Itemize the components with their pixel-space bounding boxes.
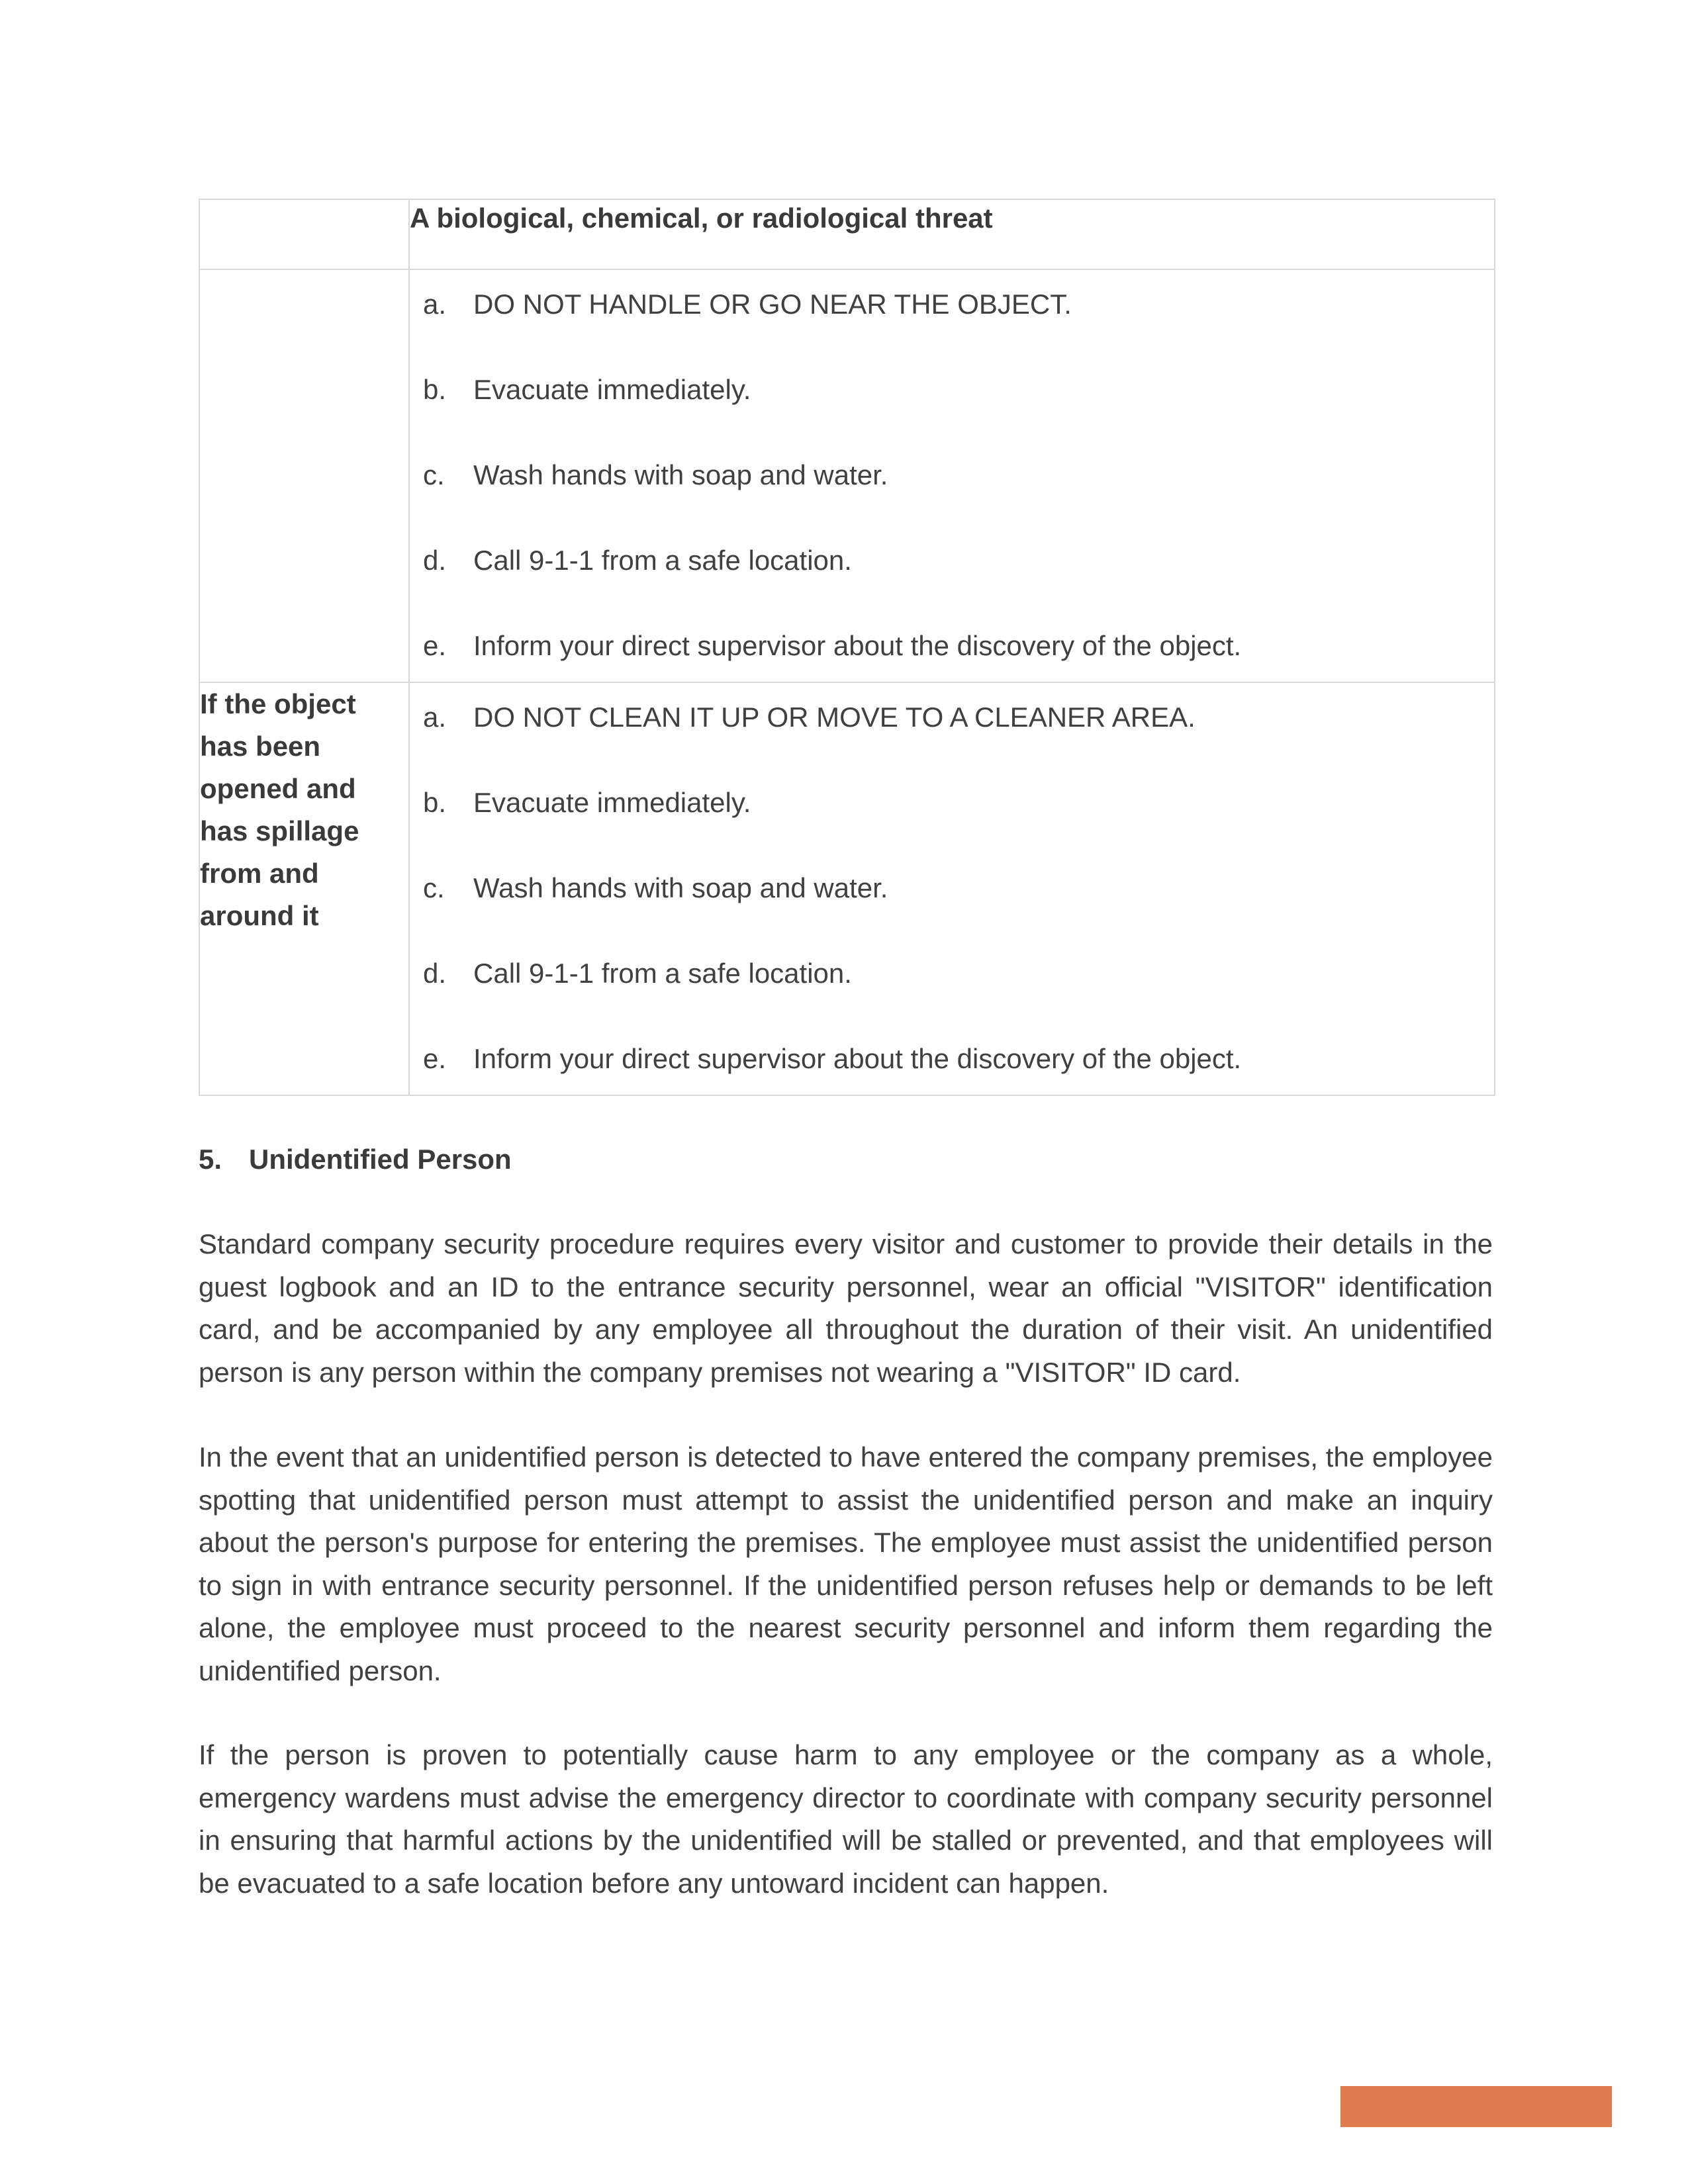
empty-label-cell (199, 199, 409, 269)
list-item (423, 454, 1481, 496)
step-letter: d. (423, 958, 447, 989)
list-item (423, 1038, 1481, 1080)
threat-steps-row (199, 269, 1495, 682)
step-text: Evacuate immediately. (473, 374, 751, 405)
threat-steps-cell (409, 269, 1495, 682)
list-item (423, 952, 1481, 995)
step-text: Call 9-1-1 from a safe location. (473, 545, 852, 576)
table-header-row (199, 199, 1495, 269)
spillage-label: If the object has been opened and has spillage from and around it (199, 682, 409, 1095)
section-heading (199, 1138, 512, 1181)
spillage-steps-list (410, 683, 1494, 1095)
step-letter: e. (423, 630, 447, 661)
step-text: Inform your direct supervisor about the discovery of the object. (473, 1043, 1242, 1074)
step-text: DO NOT HANDLE OR GO NEAR THE OBJECT. (473, 289, 1072, 320)
step-letter: b. (423, 374, 447, 405)
step-text: Wash hands with soap and water. (473, 459, 888, 490)
step-letter: c. (423, 459, 445, 490)
step-letter: c. (423, 872, 445, 903)
section-title: Unidentified Person (249, 1144, 512, 1175)
list-item (423, 369, 1481, 411)
spillage-row (199, 682, 1495, 1095)
paragraph: In the event that an unidentified person is detected to have entered the company premises, the employee spotting that unidentified person must attempt to assist the unidentified person and make an inquiry about the person's purpose for entering the premises. The employee must assist the unidentified person to sign in with entrance security personnel. If the unidentified person refuses help or demands to be left alone, the employee must proceed to the nearest security personnel and inform them regarding the unidentified person. (199, 1441, 1493, 1686)
list-item (423, 867, 1481, 909)
list-item (423, 539, 1481, 582)
step-letter: e. (423, 1043, 447, 1074)
list-item (423, 283, 1481, 326)
step-letter: a. (423, 289, 447, 320)
step-text: DO NOT CLEAN IT UP OR MOVE TO A CLEANER AREA. (473, 702, 1196, 733)
list-item (423, 625, 1481, 667)
threat-steps-list (410, 270, 1494, 682)
paragraph: Standard company security procedure requires every visitor and customer to provide their details in the guest logbook and an ID to the entrance security personnel, wear an official "VISITOR" identification card, and be accompanied by any employee all throughout the duration of their visit. An unidentified person is any person within the company premises not wearing a "VISITOR" ID card. (199, 1228, 1493, 1388)
step-text: Inform your direct supervisor about the discovery of the object. (473, 630, 1242, 661)
step-text: Evacuate immediately. (473, 787, 751, 818)
list-item (423, 696, 1481, 739)
step-letter: a. (423, 702, 447, 733)
empty-label-cell (199, 269, 409, 682)
threat-header: A biological, chemical, or radiological threat (409, 199, 1495, 269)
spillage-steps-cell (409, 682, 1495, 1095)
step-text: Call 9-1-1 from a safe location. (473, 958, 852, 989)
paragraph: If the person is proven to potentially cause harm to any employee or the company as a whole, emergency wardens must advise the emergency director to coordinate with company security personnel in ensuring that harmful actions by the unidentified will be stalled or prevented, and that employees will be evacuated to a safe location before any untoward incident can happen. (199, 1739, 1493, 1899)
list-item (423, 782, 1481, 824)
procedure-table (199, 199, 1495, 1096)
footer-accent-bar (1340, 2086, 1612, 2127)
step-letter: b. (423, 787, 447, 818)
step-letter: d. (423, 545, 447, 576)
section-number: 5. (199, 1144, 222, 1175)
step-text: Wash hands with soap and water. (473, 872, 888, 903)
